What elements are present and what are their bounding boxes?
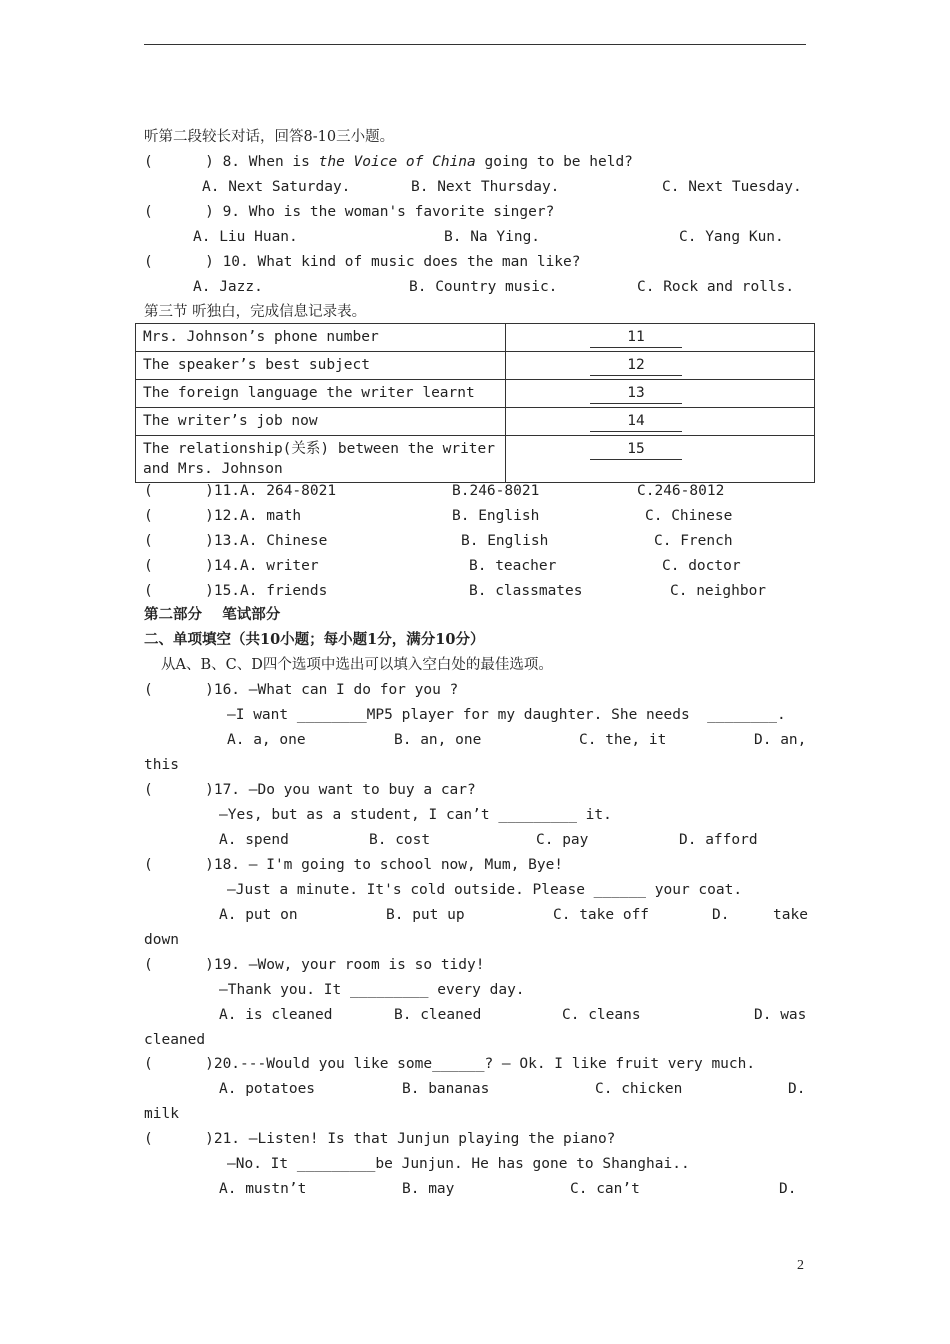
option-a: A. Jazz. [193,279,263,295]
option-b: B. cost [369,832,431,848]
question-17 [144,780,476,800]
answer-paren: ( ) [144,204,214,220]
question-number: 13. [213,533,241,549]
table-row [136,324,815,352]
question-21 [144,1129,615,1149]
table-blank-cell [506,380,815,408]
option-d-wrap: milk [144,1106,179,1122]
question-text: 9. Who is the woman's favorite singer? [222,204,555,220]
option-c: C. cleans [562,1007,641,1023]
table-blank-cell [506,324,815,352]
option-c: C. Chinese [645,508,733,524]
blank-number: 14 [590,411,682,432]
question-18 [144,855,563,875]
option-a: A. Chinese [240,533,328,549]
question-text: going to be held? [484,154,633,170]
question-9 [144,202,554,222]
table-label: Mrs. Johnson’s phone number [136,324,506,352]
table-blank-cell [506,436,815,483]
option-d-text: take [773,907,808,923]
option-b: B. Na Ying. [444,229,541,245]
answer-paren: ( ) [144,254,214,270]
option-c: C. Rock and rolls. [637,279,795,295]
table-label: The relationship(关系) between the writer and Mrs. Johnson [136,436,506,483]
table-label: The foreign language the writer learnt [136,380,506,408]
answer-paren: ( ) [144,782,214,798]
option-d: D. afford [679,832,758,848]
option-c: C. Yang Kun. [679,229,784,245]
option-d-wrap: this [144,757,179,773]
option-c: C. pay [536,832,589,848]
option-c: C. neighbor [670,583,767,599]
option-a: A. friends [240,583,328,599]
option-a: A. math [240,508,302,524]
question-text: 21. —Listen! Is that Junjun playing the piano? [213,1131,616,1147]
table-blank-cell [506,352,815,380]
answer-paren: ( ) [144,558,214,574]
option-b: B. may [402,1181,455,1197]
option-b: B. teacher [469,558,557,574]
option-b: B. put up [386,907,465,923]
answer-paren: ( ) [144,1056,214,1072]
part-title: 第二部分 笔试部分 [144,606,281,623]
section-intro: 听第二段较长对话，回答8-10三小题。 [144,129,395,145]
option-a: A. put on [219,907,298,923]
option-d-wrap: down [144,932,179,948]
question-reply: —Thank you. It _________ every day. [219,982,525,998]
table-blank-cell [506,408,815,436]
blank-number: 15 [590,439,682,460]
question-19 [144,955,484,975]
page-number: 2 [797,1258,804,1273]
option-a: A. is cleaned [219,1007,333,1023]
question-number: 15. [213,583,241,599]
option-b: B. English [461,533,549,549]
table-row [136,408,815,436]
option-b: B. English [452,508,540,524]
question-11 [144,481,336,501]
table-row [136,352,815,380]
question-12 [144,506,301,526]
option-d: D. [788,1081,806,1097]
option-c: C. Next Tuesday. [662,179,802,195]
info-record-table [135,323,815,483]
section-title: 二、单项填空（共10小题；每小题1分，满分10分） [144,631,485,648]
option-d: D. [779,1181,797,1197]
answer-paren: ( ) [144,483,214,499]
option-d-wrap: cleaned [144,1032,206,1048]
question-text: 19. —Wow, your room is so tidy! [213,957,485,973]
question-text: 20.---Would you like some______? — Ok. I like fruit very much. [213,1056,756,1072]
option-b: B. cleaned [394,1007,482,1023]
question-number: 14. [213,558,241,574]
answer-paren: ( ) [144,857,214,873]
option-d: D. an, [754,732,807,748]
option-c: C. doctor [662,558,741,574]
question-8 [144,152,633,172]
question-15 [144,581,327,601]
blank-number: 12 [590,355,682,376]
question-text: When is [248,154,310,170]
question-10 [144,252,581,272]
option-a: A. mustn’t [219,1181,307,1197]
blank-number: 11 [590,327,682,348]
section-intro: 第三节 听独白，完成信息记录表。 [144,304,367,320]
question-13 [144,531,327,551]
answer-paren: ( ) [144,154,214,170]
question-reply: —I want ________MP5 player for my daughter. She needs ________. [227,707,786,723]
option-b: B. Next Thursday. [411,179,560,195]
option-a: A. a, one [227,732,306,748]
option-a: A. spend [219,832,289,848]
answer-paren: ( ) [144,583,214,599]
option-b: B. an, one [394,732,482,748]
option-d: D. [712,907,730,923]
question-20 [144,1054,755,1074]
question-text: 10. What kind of music does the man like? [222,254,581,270]
answer-paren: ( ) [144,957,214,973]
question-italic-title: the Voice of China [318,154,476,170]
question-number: 8. [222,154,241,170]
blank-number: 13 [590,383,682,404]
option-a: A. writer [240,558,319,574]
question-16 [144,680,458,700]
option-c: C. French [654,533,733,549]
option-b: B.246-8021 [452,483,540,499]
option-b: B. Country music. [409,279,558,295]
option-b: B. bananas [402,1081,490,1097]
header-rule [144,44,806,45]
table-label: The writer’s job now [136,408,506,436]
table-row [136,436,815,483]
option-c: C. take off [553,907,650,923]
question-reply: —No. It _________be Junjun. He has gone to Shanghai.. [227,1156,690,1172]
question-number: 12. [213,508,241,524]
option-c: C. chicken [595,1081,683,1097]
question-reply: —Yes, but as a student, I can’t _________ it. [219,807,612,823]
question-number: 11. [213,483,241,499]
option-a: A. Next Saturday. [202,179,351,195]
table-label: The speaker’s best subject [136,352,506,380]
question-text: 18. — I'm going to school now, Mum, Bye! [213,857,564,873]
question-text: 16. —What can I do for you ? [213,682,459,698]
option-d: D. was [754,1007,807,1023]
option-c: C.246-8012 [637,483,725,499]
question-reply: —Just a minute. It's cold outside. Please ______ your coat. [227,882,743,898]
answer-paren: ( ) [144,508,214,524]
option-c: C. can’t [570,1181,640,1197]
answer-paren: ( ) [144,533,214,549]
option-a: A. 264-8021 [240,483,337,499]
question-14 [144,556,319,576]
table-row [136,380,815,408]
answer-paren: ( ) [144,1131,214,1147]
answer-paren: ( ) [144,682,214,698]
option-a: A. potatoes [219,1081,316,1097]
question-text: 17. —Do you want to buy a car? [213,782,476,798]
option-b: B. classmates [469,583,583,599]
section-instruction: 从A、B、C、D四个选项中选出可以填入空白处的最佳选项。 [161,657,553,673]
option-c: C. the, it [579,732,667,748]
option-a: A. Liu Huan. [193,229,298,245]
